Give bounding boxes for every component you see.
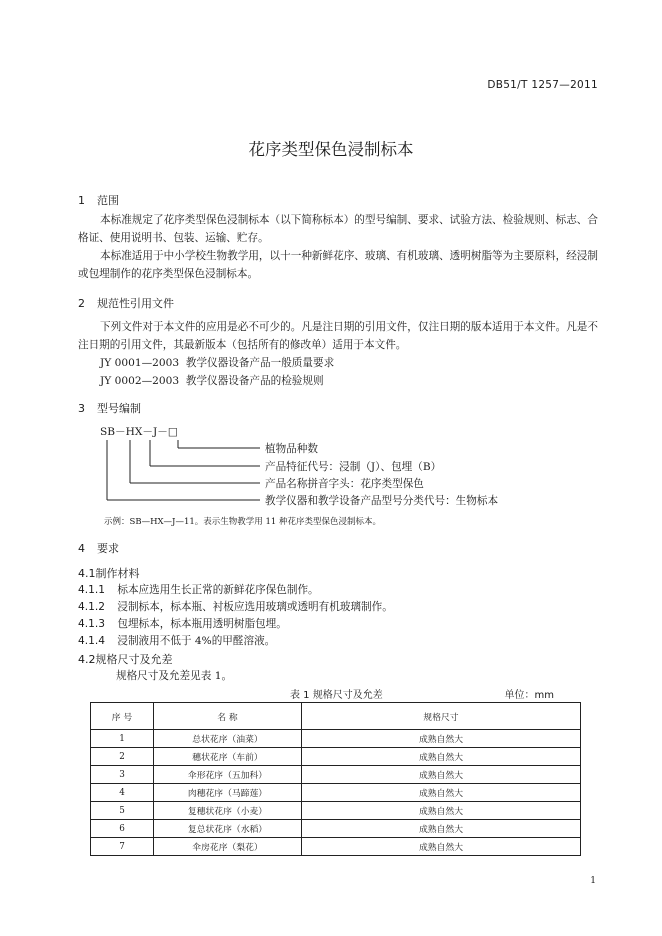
clause-number: 4.1.3 bbox=[78, 618, 105, 630]
section-2-heading bbox=[78, 295, 174, 311]
code-part-j: J bbox=[153, 426, 158, 438]
code-separator: － bbox=[157, 426, 168, 438]
cell-size: 成熟自然大 bbox=[302, 766, 581, 784]
page-number: 1 bbox=[590, 876, 596, 886]
code-label-feature: 产品特征代号：浸制（J）、包埋（B） bbox=[265, 461, 442, 473]
cell-seq: 2 bbox=[91, 748, 154, 766]
table-row bbox=[91, 820, 581, 838]
model-code-example: 示例：SB—HX—J—11。表示生物教学用 11 种花序类型保色浸制标本。 bbox=[104, 517, 381, 527]
cell-size: 成熟自然大 bbox=[302, 784, 581, 802]
cell-seq: 7 bbox=[91, 838, 154, 856]
reference-item bbox=[100, 355, 334, 370]
section-1-paragraph-2 bbox=[78, 247, 598, 283]
cell-size: 成熟自然大 bbox=[302, 730, 581, 748]
clause-text: 浸制液用不低于 4%的甲醛溶液。 bbox=[117, 635, 276, 647]
cell-seq: 1 bbox=[91, 730, 154, 748]
section-number: 4 bbox=[78, 542, 85, 555]
code-part-count-box: □ bbox=[167, 426, 178, 438]
section-title: 型号编制 bbox=[97, 402, 141, 415]
section-title: 要求 bbox=[97, 542, 119, 555]
code-part-hx: HX bbox=[125, 426, 143, 438]
code-part-sb: SB bbox=[100, 426, 116, 438]
clause-4-1-3 bbox=[78, 616, 287, 631]
clause-4-1-1 bbox=[78, 582, 319, 597]
table-caption: 表 1 规格尺寸及允差 bbox=[290, 690, 383, 701]
code-label-product-name: 产品名称拼音字头：花序类型保色 bbox=[265, 478, 424, 490]
table-row bbox=[91, 784, 581, 802]
cell-size: 成熟自然大 bbox=[302, 748, 581, 766]
cell-name: 穗状花序（车前） bbox=[154, 748, 302, 766]
section-2-paragraph-1 bbox=[78, 318, 598, 354]
section-title: 范围 bbox=[97, 194, 119, 207]
cell-seq: 4 bbox=[91, 784, 154, 802]
cell-name: 复穗状花序（小麦） bbox=[154, 802, 302, 820]
cell-seq: 6 bbox=[91, 820, 154, 838]
model-code-diagram bbox=[78, 424, 598, 514]
cell-name: 伞房花序（梨花） bbox=[154, 838, 302, 856]
column-header-name: 名 称 bbox=[154, 703, 302, 730]
section-number: 1 bbox=[78, 194, 85, 207]
cell-name: 伞形花序（五加科） bbox=[154, 766, 302, 784]
reference-title: 教学仪器设备产品一般质量要求 bbox=[185, 357, 335, 369]
section-number: 2 bbox=[78, 297, 85, 310]
section-3-heading bbox=[78, 400, 141, 416]
clause-4-1-4 bbox=[78, 633, 275, 648]
paragraph-text: 下列文件对于本文件的应用是必不可少的。凡是注日期的引用文件，仅注日期的版本适用于本文件。凡是不注日期的引用文件，其最新版本（包括所有的修改单）适用于本文件。 bbox=[78, 321, 598, 351]
clause-4-2-heading bbox=[78, 651, 173, 667]
table-row bbox=[91, 730, 581, 748]
spec-table bbox=[90, 702, 581, 856]
cell-seq: 3 bbox=[91, 766, 154, 784]
code-separator: － bbox=[142, 426, 154, 438]
cell-size: 成熟自然大 bbox=[302, 838, 581, 856]
code-label-classification: 教学仪器和教学设备产品型号分类代号：生物标本 bbox=[265, 495, 499, 507]
cell-name: 总状花序（油菜） bbox=[154, 730, 302, 748]
section-4-heading bbox=[78, 540, 119, 556]
clause-number: 4.1 bbox=[78, 567, 96, 580]
cell-name: 复总状花序（水稻） bbox=[154, 820, 302, 838]
paragraph-text: 本标准规定了花序类型保色浸制标本（以下简称标本）的型号编制、要求、试验方法、检验规则、标志、合格证、使用说明书、包装、运输、贮存。 bbox=[78, 214, 598, 244]
cell-seq: 5 bbox=[91, 802, 154, 820]
document-title: 花序类型保色浸制标本 bbox=[248, 140, 414, 159]
clause-number: 4.1.2 bbox=[78, 601, 105, 613]
section-number: 3 bbox=[78, 402, 85, 415]
clause-4-1-2 bbox=[78, 599, 393, 614]
table-unit: 单位：mm bbox=[504, 690, 554, 701]
reference-code: JY 0001—2003 bbox=[100, 357, 180, 369]
section-title: 规范性引用文件 bbox=[97, 297, 174, 310]
cell-size: 成熟自然大 bbox=[302, 820, 581, 838]
reference-title: 教学仪器设备产品的检验规则 bbox=[185, 375, 324, 387]
clause-4-2-text: 规格尺寸及允差见表 1。 bbox=[116, 670, 233, 682]
code-label-plant-count: 植物品种数 bbox=[265, 443, 318, 455]
table-header-row bbox=[91, 703, 581, 730]
table-row bbox=[91, 748, 581, 766]
paragraph-text: 本标准适用于中小学校生物教学用，以十一种新鲜花序、玻璃、有机玻璃、透明树脂等为主要原料，经浸制或包埋制作的花序类型保色浸制标本。 bbox=[78, 250, 598, 280]
reference-item bbox=[100, 373, 324, 388]
clause-title: 规格尺寸及允差 bbox=[95, 653, 173, 666]
reference-code: JY 0002—2003 bbox=[100, 375, 180, 387]
clause-text: 包埋标本，标本瓶用透明树脂包埋。 bbox=[117, 618, 287, 630]
column-header-size: 规格尺寸 bbox=[302, 703, 581, 730]
code-separator: － bbox=[115, 426, 126, 438]
section-1-heading bbox=[78, 192, 119, 208]
table-row bbox=[91, 802, 581, 820]
clause-text: 浸制标本，标本瓶、衬板应选用玻璃或透明有机玻璃制作。 bbox=[117, 601, 393, 613]
column-header-seq: 序 号 bbox=[91, 703, 154, 730]
cell-size: 成熟自然大 bbox=[302, 802, 581, 820]
table-row bbox=[91, 766, 581, 784]
clause-number: 4.1.1 bbox=[78, 584, 105, 596]
clause-number: 4.1.4 bbox=[78, 635, 105, 647]
clause-title: 制作材料 bbox=[95, 567, 140, 580]
section-1-paragraph-1 bbox=[78, 211, 598, 247]
clause-text: 标本应选用生长正常的新鲜花序保色制作。 bbox=[117, 584, 319, 596]
cell-name: 肉穗花序（马蹄莲） bbox=[154, 784, 302, 802]
table-row bbox=[91, 838, 581, 856]
clause-4-1-heading bbox=[78, 565, 140, 581]
clause-number: 4.2 bbox=[78, 653, 96, 666]
standard-code: DB51/T 1257—2011 bbox=[487, 79, 598, 91]
model-code bbox=[100, 424, 178, 439]
